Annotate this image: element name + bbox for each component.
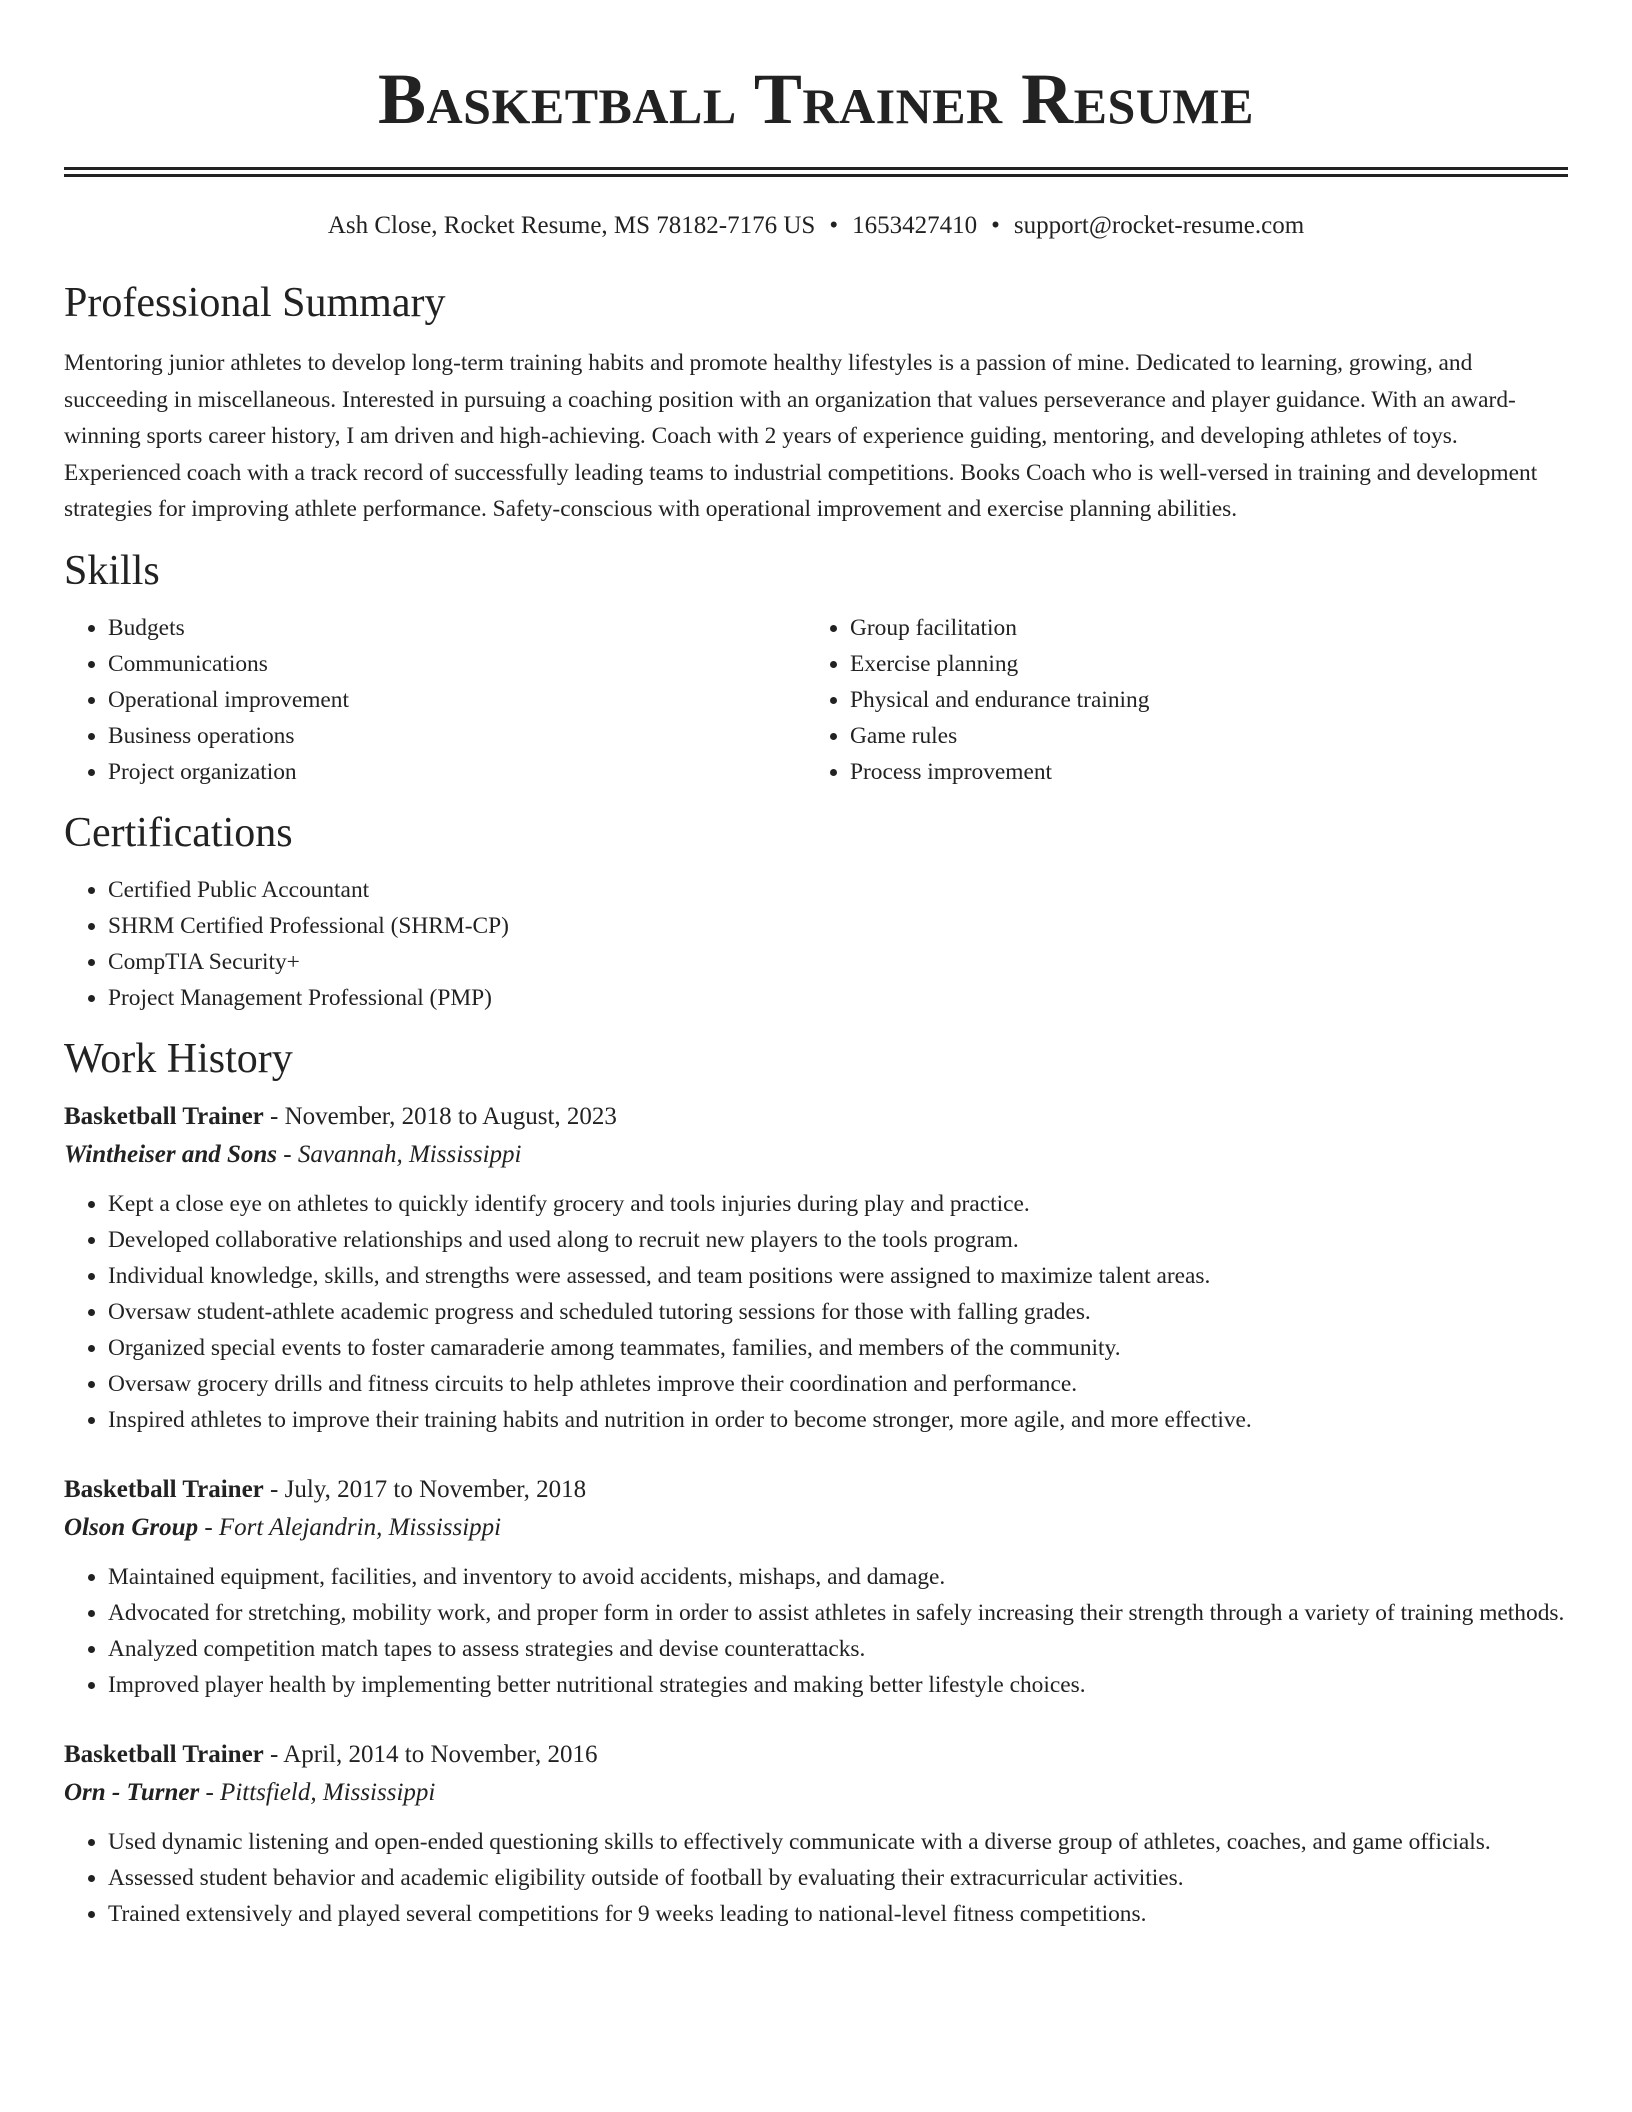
contact-phone: 1653427410 <box>852 212 978 239</box>
job-bullet: • Oversaw student-athlete academic progress and scheduled tutoring sessions for those with falling grades. <box>108 1294 1568 1330</box>
job-header: Basketball Trainer - November, 2018 to August, 2023 <box>64 1102 617 1130</box>
certification-item: • Certified Public Accountant <box>108 872 1568 908</box>
job-employer: Orn - Turner <box>64 1778 200 1806</box>
summary-text: Mentoring junior athletes to develop long-term training habits and promote healthy lifestyles is a passion of mine. Dedicated to learning, growing, and succeeding in miscellaneous. Interested in pursuing a coaching position with an organization that values perseverance and player guidance. With an award-winning sports career history, I am driven and high-achieving. Coach with 2 years of experience guiding, mentoring, and developing athletes of toys. Experienced coach with a track record of successfully leading teams to industrial competitions. Books Coach who is well-versed in training and development strategies for improving athlete performance. Safety-conscious with operational improvement and exercise planning abilities. <box>64 350 1538 522</box>
skill-item: • Group facilitation <box>850 610 1548 646</box>
skill-item: • Communications <box>108 646 806 682</box>
job-bullets <box>64 1559 1568 1703</box>
job-dates: April, 2014 to November, 2016 <box>283 1740 598 1768</box>
skills-list <box>64 610 1568 790</box>
contact-email: support@rocket-resume.com <box>1013 212 1305 239</box>
job-bullet: • Individual knowledge, skills, and strengths were assessed, and team positions were assigned to maximize talent areas. <box>108 1258 1568 1294</box>
job-dates: November, 2018 to August, 2023 <box>284 1102 617 1130</box>
summary-heading: Professional Summary <box>64 280 446 326</box>
job-bullet: • Maintained equipment, facilities, and inventory to avoid accidents, mishaps, and damage. <box>108 1559 1568 1595</box>
skill-item: • Operational improvement <box>108 682 806 718</box>
job-bullet: • Kept a close eye on athletes to quickly identify grocery and tools injuries during play and practice. <box>108 1186 1568 1222</box>
job-bullet: • Improved player health by implementing better nutritional strategies and making better lifestyle choices. <box>108 1667 1568 1703</box>
job-bullet: • Advocated for stretching, mobility work, and proper form in order to assist athletes in safely increasing their strength through a variety of training methods. <box>108 1595 1568 1631</box>
job-header: Basketball Trainer - April, 2014 to November, 2016 <box>64 1740 598 1768</box>
job-header: Basketball Trainer - July, 2017 to November, 2018 <box>64 1475 587 1503</box>
certification-item: • CompTIA Security+ <box>108 944 1568 980</box>
job-entry <box>64 1736 1568 1932</box>
skill-item: • Physical and endurance training <box>850 682 1548 718</box>
job-bullet: • Analyzed competition match tapes to assess strategies and devise counterattacks. <box>108 1631 1568 1667</box>
job-title: Basketball Trainer <box>64 1475 264 1503</box>
job-bullet: • Trained extensively and played several competitions for 9 weeks leading to national-level fitness competitions. <box>108 1896 1568 1932</box>
contact-separator: • <box>829 212 839 239</box>
skill-item: • Exercise planning <box>850 646 1548 682</box>
contact-separator: • <box>991 212 1000 239</box>
job-entry <box>64 1098 1568 1438</box>
job-location: Savannah, Mississippi <box>297 1140 522 1168</box>
title-divider <box>64 167 1568 177</box>
skill-item: • Budgets <box>108 610 806 646</box>
job-bullet: • Inspired athletes to improve their training habits and nutrition in order to become stronger, more agile, and more effective. <box>108 1402 1568 1438</box>
resume-page <box>64 0 1568 1932</box>
skills-column-right <box>806 610 1548 790</box>
certification-item: • Project Management Professional (PMP) <box>108 980 1568 1016</box>
job-bullet: • Assessed student behavior and academic eligibility outside of football by evaluating their extracurricular activities. <box>108 1860 1568 1896</box>
resume-title: Basketball Trainer Resume <box>378 59 1254 139</box>
job-bullet: • Oversaw grocery drills and fitness circuits to help athletes improve their coordination and performance. <box>108 1366 1568 1402</box>
job-title: Basketball Trainer <box>64 1102 264 1130</box>
contact-address: Ash Close, Rocket Resume, MS 78182-7176 US <box>327 212 816 239</box>
skill-item: • Business operations <box>108 718 806 754</box>
work-history-heading: Work History <box>64 1035 293 1082</box>
job-bullet: • Organized special events to foster camaraderie among teammates, families, and members of the community. <box>108 1330 1568 1366</box>
job-location: Pittsfield, Mississippi <box>220 1778 436 1806</box>
job-employer-line: Olson Group - Fort Alejandrin, Mississippi <box>64 1513 502 1541</box>
job-employer-line: Orn - Turner - Pittsfield, Mississippi <box>64 1778 436 1806</box>
certifications-list <box>64 872 1568 1016</box>
job-bullet: • Developed collaborative relationships and used along to recruit new players to the tools program. <box>108 1222 1568 1258</box>
job-dates: July, 2017 to November, 2018 <box>284 1475 587 1503</box>
job-bullets <box>64 1824 1568 1932</box>
skill-item: • Game rules <box>850 718 1548 754</box>
certification-item: • SHRM Certified Professional (SHRM-CP) <box>108 908 1568 944</box>
contact-line <box>64 211 1568 241</box>
skill-item: • Process improvement <box>850 754 1548 790</box>
skills-column-left <box>64 610 806 790</box>
job-employer: Wintheiser and Sons <box>64 1140 278 1168</box>
job-bullets <box>64 1186 1568 1438</box>
job-entry <box>64 1471 1568 1703</box>
skill-item: • Project organization <box>108 754 806 790</box>
skills-heading: Skills <box>64 547 160 594</box>
job-location: Fort Alejandrin, Mississippi <box>218 1513 502 1541</box>
job-title: Basketball Trainer <box>64 1740 264 1768</box>
certifications-heading: Certifications <box>64 809 293 856</box>
job-bullet: • Used dynamic listening and open-ended questioning skills to effectively communicate with a diverse group of athletes, coaches, and game officials. <box>108 1824 1568 1860</box>
job-employer: Olson Group <box>64 1513 199 1541</box>
job-employer-line: Wintheiser and Sons - Savannah, Mississippi <box>64 1140 522 1168</box>
